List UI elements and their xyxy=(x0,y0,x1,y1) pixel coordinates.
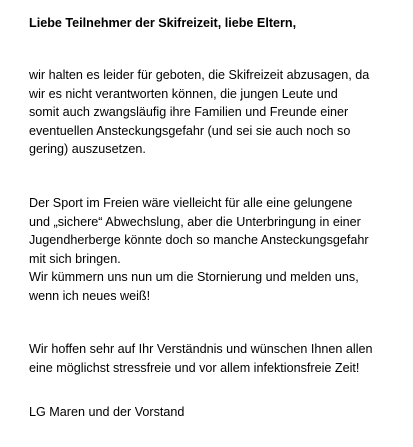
signature-text: LG Maren und der Vorstand xyxy=(29,405,185,419)
paragraph-line: somit auch zwangsläufig ihre Familien und Freunde einer xyxy=(29,105,349,119)
paragraph-wishes xyxy=(29,340,409,377)
paragraph-cancellation xyxy=(29,66,409,159)
paragraph-line: wir es nicht verantworten können, die jungen Leute und xyxy=(29,86,338,101)
paragraph-line: eine möglichst stressfreie und vor allem infektionsfreie Zeit! xyxy=(29,360,360,375)
letter-greeting xyxy=(29,14,409,33)
paragraph-line: eventuellen Ansteckungsgefahr (und sei sie auch noch so xyxy=(29,123,351,138)
paragraph-line: und „sichere“ Abwechslung, aber die Unterbringung in einer xyxy=(29,214,361,229)
paragraph-line: wenn ich neues weiß! xyxy=(29,288,151,303)
greeting-text: Liebe Teilnehmer der Skifreizeit, liebe Eltern, xyxy=(29,16,297,30)
paragraph-line: wir halten es leider für geboten, die Skifreizeit abzusagen, da xyxy=(29,68,370,82)
paragraph-line: Wir hoffen sehr auf Ihr Verständnis und wünschen Ihnen allen xyxy=(29,342,373,356)
paragraph-explanation xyxy=(29,194,409,305)
paragraph-line: Jugendherberge könnte doch so manche Ansteckungsgefahr xyxy=(29,233,369,247)
paragraph-line: Der Sport im Freien wäre vielleicht für alle eine gelungene xyxy=(29,196,353,210)
paragraph-line: mit sich bringen. xyxy=(29,251,121,266)
paragraph-line: gering) auszusetzen. xyxy=(29,142,146,156)
letter-signature xyxy=(29,403,409,422)
paragraph-line: Wir kümmern uns nun um die Stornierung und melden uns, xyxy=(29,270,359,284)
